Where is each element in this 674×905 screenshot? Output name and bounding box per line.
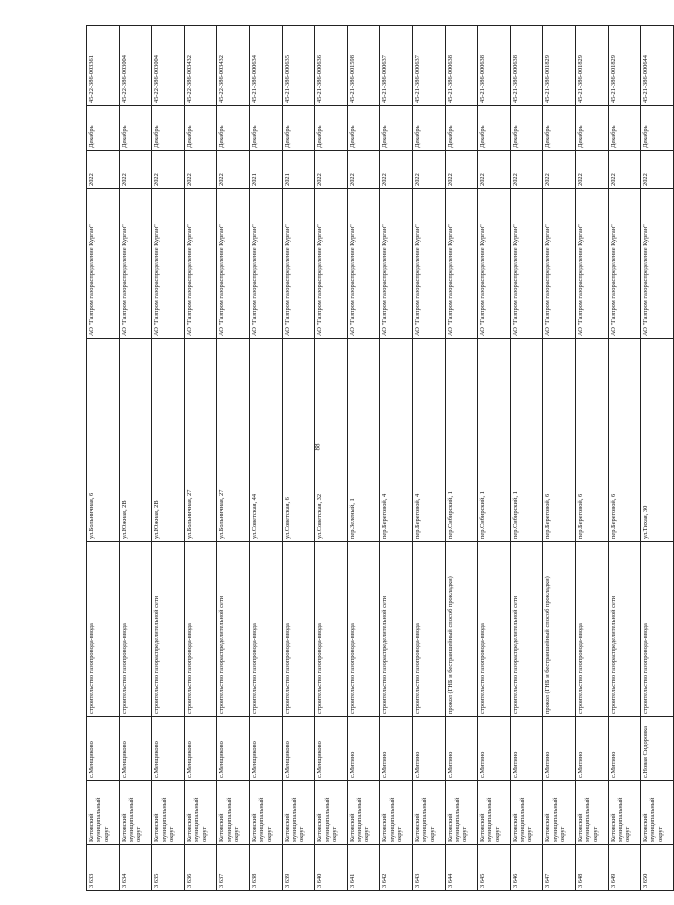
row-number: 3 644 <box>445 845 478 891</box>
code-cell: 45-21-386-000637 <box>412 25 445 105</box>
district-cell: Кетовский муниципальный округ <box>510 781 543 845</box>
address-cell: пер.Сибирский, 1 <box>445 338 478 541</box>
district-cell: Кетовский муниципальный округ <box>217 781 250 845</box>
code-cell: 45-21-386-001829 <box>575 25 608 105</box>
work-type-cell: строительство газораспределительной сети <box>217 542 250 717</box>
work-type-cell: строительство газопровода-ввода <box>315 542 348 717</box>
code-cell: 45-22-386-003432 <box>184 25 217 105</box>
locality-cell: с.Митино <box>575 717 608 781</box>
locality-cell: с.Митино <box>380 717 413 781</box>
district-cell: Кетовский муниципальный округ <box>478 781 511 845</box>
year-cell: 2022 <box>510 150 543 188</box>
code-cell: 45-21-386-000644 <box>641 25 674 105</box>
locality-cell: с.Менщиково <box>282 717 315 781</box>
code-cell: 45-22-386-003004 <box>119 25 152 105</box>
locality-cell: с.Новая Сидоровка <box>641 717 674 781</box>
code-cell: 45-21-386-000636 <box>315 25 348 105</box>
year-cell: 2022 <box>184 150 217 188</box>
table-row <box>315 25 348 890</box>
year-cell: 2022 <box>315 150 348 188</box>
code-cell: 45-22-386-003361 <box>87 25 120 105</box>
month-cell: Декабрь <box>217 105 250 150</box>
address-cell: ул.Южная, 2В <box>119 338 152 541</box>
table-row <box>282 25 315 890</box>
month-cell: Декабрь <box>152 105 185 150</box>
organization-cell: АО "Газпром газораспределение Курган" <box>510 188 543 338</box>
address-cell: ул.Советская, 32 <box>315 338 348 541</box>
month-cell: Декабрь <box>184 105 217 150</box>
row-number: 3 635 <box>152 845 185 891</box>
month-cell: Декабрь <box>608 105 641 150</box>
organization-cell: АО "Газпром газораспределение Курган" <box>445 188 478 338</box>
district-cell: Кетовский муниципальный округ <box>641 781 674 845</box>
organization-cell: АО "Газпром газораспределение Курган" <box>119 188 152 338</box>
row-number: 3 645 <box>478 845 511 891</box>
row-number: 3 647 <box>543 845 576 891</box>
month-cell: Декабрь <box>412 105 445 150</box>
table-row <box>445 25 478 890</box>
organization-cell: АО "Газпром газораспределение Курган" <box>478 188 511 338</box>
table-row <box>543 25 576 890</box>
table-row <box>380 25 413 890</box>
table-row <box>184 25 217 890</box>
organization-cell: АО "Газпром газораспределение Курган" <box>641 188 674 338</box>
month-cell: Декабрь <box>543 105 576 150</box>
address-cell: ул.Тихая, 30 <box>641 338 674 541</box>
year-cell: 2022 <box>478 150 511 188</box>
locality-cell: с.Митино <box>412 717 445 781</box>
table-row <box>510 25 543 890</box>
work-type-cell: строительство газораспределительной сети <box>152 542 185 717</box>
code-cell: 45-21-386-000635 <box>282 25 315 105</box>
address-cell: пер.Береговой, 6 <box>608 338 641 541</box>
address-cell: пер.Береговой, 4 <box>412 338 445 541</box>
district-cell: Кетовский муниципальный округ <box>282 781 315 845</box>
row-number: 3 636 <box>184 845 217 891</box>
table-row <box>608 25 641 890</box>
year-cell: 2022 <box>608 150 641 188</box>
organization-cell: АО "Газпром газораспределение Курган" <box>249 188 282 338</box>
address-cell: ул.Советская, 44 <box>249 338 282 541</box>
year-cell: 2021 <box>249 150 282 188</box>
year-cell: 2022 <box>445 150 478 188</box>
locality-cell: с.Митино <box>510 717 543 781</box>
address-cell: пер.Сибирский, 1 <box>510 338 543 541</box>
code-cell: 45-22-386-003432 <box>217 25 250 105</box>
month-cell: Декабрь <box>249 105 282 150</box>
month-cell: Декабрь <box>347 105 380 150</box>
year-cell: 2022 <box>87 150 120 188</box>
work-type-cell: строительство газопровода-ввода <box>184 542 217 717</box>
locality-cell: с.Менщиково <box>249 717 282 781</box>
row-number: 3 634 <box>119 845 152 891</box>
address-cell: ул.Советская, 6 <box>282 338 315 541</box>
address-cell: ул.Больничная, 27 <box>184 338 217 541</box>
row-number: 3 642 <box>380 845 413 891</box>
locality-cell: с.Митино <box>347 717 380 781</box>
code-cell: 45-21-386-001829 <box>543 25 576 105</box>
address-cell: пер.Береговой, 6 <box>575 338 608 541</box>
table-row <box>478 25 511 890</box>
work-type-cell: строительство газопровода-ввода <box>249 542 282 717</box>
locality-cell: с.Митино <box>445 717 478 781</box>
code-cell: 45-21-386-000638 <box>510 25 543 105</box>
month-cell: Декабрь <box>575 105 608 150</box>
work-type-cell: строительство газопровода-ввода <box>412 542 445 717</box>
locality-cell: с.Менщиково <box>184 717 217 781</box>
address-cell: пер.Береговой, 4 <box>380 338 413 541</box>
organization-cell: АО "Газпром газораспределение Курган" <box>347 188 380 338</box>
year-cell: 2022 <box>119 150 152 188</box>
year-cell: 2022 <box>380 150 413 188</box>
district-cell: Кетовский муниципальный округ <box>608 781 641 845</box>
work-type-cell: строительство газораспределительной сети <box>380 542 413 717</box>
year-cell: 2022 <box>347 150 380 188</box>
work-type-cell: прокол (ГНБ и бестраншейный способ прокладки) <box>445 542 478 717</box>
locality-cell: с.Менщиково <box>217 717 250 781</box>
row-number: 3 643 <box>412 845 445 891</box>
work-type-cell: строительство газопровода-ввода <box>347 542 380 717</box>
table-row <box>412 25 445 890</box>
organization-cell: АО "Газпром газораспределение Курган" <box>380 188 413 338</box>
locality-cell: с.Менщиково <box>315 717 348 781</box>
year-cell: 2022 <box>641 150 674 188</box>
gasification-table <box>86 25 674 891</box>
table-row <box>152 25 185 890</box>
district-cell: Кетовский муниципальный округ <box>87 781 120 845</box>
district-cell: Кетовский муниципальный округ <box>575 781 608 845</box>
row-number: 3 646 <box>510 845 543 891</box>
row-number: 3 648 <box>575 845 608 891</box>
code-cell: 45-21-386-000634 <box>249 25 282 105</box>
month-cell: Декабрь <box>119 105 152 150</box>
locality-cell: с.Митино <box>478 717 511 781</box>
organization-cell: АО "Газпром газораспределение Курган" <box>575 188 608 338</box>
row-number: 3 649 <box>608 845 641 891</box>
code-cell: 45-21-386-001598 <box>347 25 380 105</box>
district-cell: Кетовский муниципальный округ <box>445 781 478 845</box>
organization-cell: АО "Газпром газораспределение Курган" <box>282 188 315 338</box>
organization-cell: АО "Газпром газораспределение Курган" <box>87 188 120 338</box>
year-cell: 2022 <box>543 150 576 188</box>
work-type-cell: строительство газопровода-ввода <box>478 542 511 717</box>
table-row <box>87 25 120 890</box>
locality-cell: с.Менщиково <box>87 717 120 781</box>
code-cell: 45-21-386-000638 <box>445 25 478 105</box>
work-type-cell: прокол (ГНБ и бестраншейный способ прокладки) <box>543 542 576 717</box>
district-cell: Кетовский муниципальный округ <box>347 781 380 845</box>
row-number: 3 639 <box>282 845 315 891</box>
organization-cell: АО "Газпром газораспределение Курган" <box>543 188 576 338</box>
work-type-cell: строительство газопровода-ввода <box>119 542 152 717</box>
address-cell: пер.Зеленый, 1 <box>347 338 380 541</box>
district-cell: Кетовский муниципальный округ <box>152 781 185 845</box>
district-cell: Кетовский муниципальный округ <box>543 781 576 845</box>
table-row <box>217 25 250 890</box>
row-number: 3 640 <box>315 845 348 891</box>
table-row <box>347 25 380 890</box>
organization-cell: АО "Газпром газораспределение Курган" <box>412 188 445 338</box>
organization-cell: АО "Газпром газораспределение Курган" <box>608 188 641 338</box>
locality-cell: с.Митино <box>608 717 641 781</box>
year-cell: 2021 <box>282 150 315 188</box>
code-cell: 45-21-386-000638 <box>478 25 511 105</box>
table-row <box>119 25 152 890</box>
code-cell: 45-21-386-000637 <box>380 25 413 105</box>
organization-cell: АО "Газпром газораспределение Курган" <box>184 188 217 338</box>
code-cell: 45-22-386-003004 <box>152 25 185 105</box>
work-type-cell: строительство газопровода-ввода <box>575 542 608 717</box>
district-cell: Кетовский муниципальный округ <box>119 781 152 845</box>
month-cell: Декабрь <box>641 105 674 150</box>
organization-cell: АО "Газпром газораспределение Курган" <box>152 188 185 338</box>
address-cell: ул.Больничная, 6 <box>87 338 120 541</box>
district-cell: Кетовский муниципальный округ <box>380 781 413 845</box>
month-cell: Декабрь <box>445 105 478 150</box>
address-cell: ул.Больничная, 27 <box>217 338 250 541</box>
row-number: 3 650 <box>641 845 674 891</box>
month-cell: Декабрь <box>478 105 511 150</box>
work-type-cell: строительство газопровода-ввода <box>87 542 120 717</box>
row-number: 3 638 <box>249 845 282 891</box>
work-type-cell: строительство газопровода-ввода <box>282 542 315 717</box>
year-cell: 2022 <box>217 150 250 188</box>
year-cell: 2022 <box>575 150 608 188</box>
address-cell: пер.Сибирский, 1 <box>478 338 511 541</box>
year-cell: 2022 <box>412 150 445 188</box>
address-cell: пер.Береговой, 6 <box>543 338 576 541</box>
district-cell: Кетовский муниципальный округ <box>412 781 445 845</box>
work-type-cell: строительство газораспределительной сети <box>608 542 641 717</box>
code-cell: 45-21-386-001829 <box>608 25 641 105</box>
locality-cell: с.Менщиково <box>119 717 152 781</box>
month-cell: Декабрь <box>315 105 348 150</box>
row-number: 3 637 <box>217 845 250 891</box>
page-number: 88 <box>313 443 322 451</box>
row-number: 3 641 <box>347 845 380 891</box>
organization-cell: АО "Газпром газораспределение Курган" <box>315 188 348 338</box>
month-cell: Декабрь <box>510 105 543 150</box>
district-cell: Кетовский муниципальный округ <box>249 781 282 845</box>
table-row <box>641 25 674 890</box>
month-cell: Декабрь <box>282 105 315 150</box>
district-cell: Кетовский муниципальный округ <box>184 781 217 845</box>
address-cell: ул.Южная, 2В <box>152 338 185 541</box>
work-type-cell: строительство газораспределительной сети <box>510 542 543 717</box>
organization-cell: АО "Газпром газораспределение Курган" <box>217 188 250 338</box>
locality-cell: с.Менщиково <box>152 717 185 781</box>
table-row <box>249 25 282 890</box>
work-type-cell: строительство газопровода-ввода <box>641 542 674 717</box>
locality-cell: с.Митино <box>543 717 576 781</box>
table-row <box>575 25 608 890</box>
row-number: 3 633 <box>87 845 120 891</box>
month-cell: Декабрь <box>380 105 413 150</box>
month-cell: Декабрь <box>87 105 120 150</box>
year-cell: 2022 <box>152 150 185 188</box>
district-cell: Кетовский муниципальный округ <box>315 781 348 845</box>
